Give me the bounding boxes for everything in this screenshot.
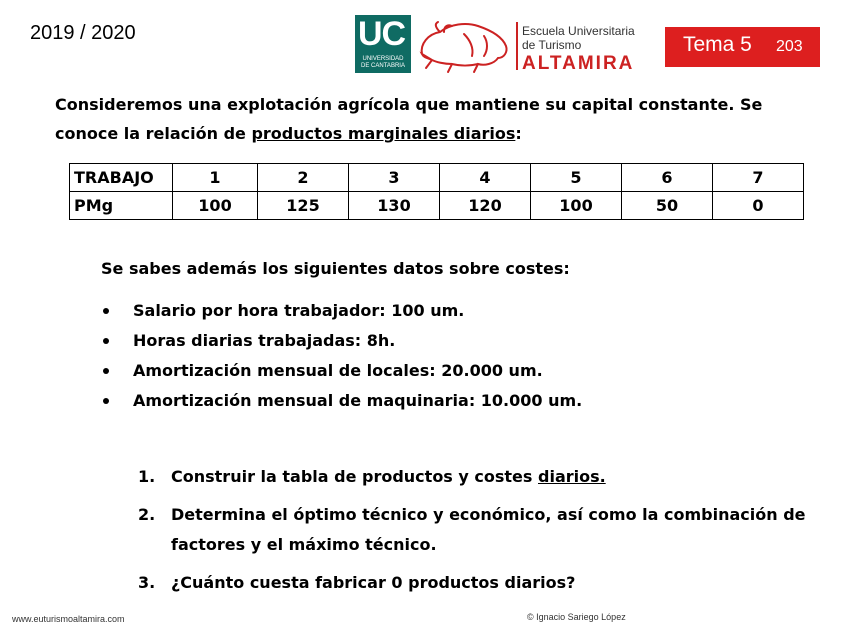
cost-item	[101, 328, 582, 358]
bullet-icon	[103, 368, 109, 374]
task-text: Construir la tabla de productos y costes	[171, 467, 538, 486]
marginal-product-table	[69, 163, 804, 220]
table-cell: 4	[440, 164, 531, 192]
cost-list	[101, 298, 582, 418]
task-number: 2.	[138, 505, 156, 524]
table-row	[70, 164, 804, 192]
cost-item	[101, 388, 582, 418]
table-cell: 6	[622, 164, 713, 192]
task-list	[138, 462, 818, 606]
uc-logo	[355, 15, 411, 73]
table-cell: 0	[713, 192, 804, 220]
cost-item-text: Salario por hora trabajador: 100 um.	[133, 301, 465, 320]
table-cell: 100	[173, 192, 258, 220]
intro-text: Consideremos una explotación agrícola que mantiene su capital constante. Se conoce la relación de	[55, 95, 763, 143]
table-cell: 125	[258, 192, 349, 220]
course-year: 2019 / 2020	[30, 22, 136, 44]
task-underlined: diarios.	[538, 467, 606, 486]
intro-tail: :	[515, 124, 522, 143]
bullet-icon	[103, 398, 109, 404]
table-row	[70, 192, 804, 220]
table-cell: 2	[258, 164, 349, 192]
task-item	[138, 500, 818, 560]
tema-label: Tema 5	[683, 33, 752, 56]
table-cell: 50	[622, 192, 713, 220]
altamira-bison-logo	[414, 14, 514, 74]
task-text: ¿Cuánto cuesta fabricar 0 productos diarios?	[171, 573, 576, 592]
table-cell: 130	[349, 192, 440, 220]
cost-item-text: Amortización mensual de maquinaria: 10.000 um.	[133, 391, 583, 410]
bullet-icon	[103, 338, 109, 344]
school-name	[522, 24, 642, 74]
cost-item-text: Amortización mensual de locales: 20.000 um.	[133, 361, 543, 380]
task-number: 1.	[138, 467, 156, 486]
intro-paragraph	[55, 90, 825, 148]
cost-item-text: Horas diarias trabajadas: 8h.	[133, 331, 396, 350]
school-divider	[516, 22, 518, 70]
intro-underlined: productos marginales diarios	[251, 124, 516, 143]
uc-logo-text: UC	[358, 15, 406, 53]
school-line-3: ALTAMIRA	[522, 53, 635, 74]
page-number: 203	[776, 38, 803, 55]
table-cell: 120	[440, 192, 531, 220]
footer-url: www.euturismoaltamira.com	[12, 614, 125, 624]
table-cell: 1	[173, 164, 258, 192]
table-cell: 5	[531, 164, 622, 192]
costs-intro: Se sabes además los siguientes datos sobre costes:	[101, 259, 570, 278]
school-line-2: de Turismo	[522, 38, 582, 52]
cost-item	[101, 298, 582, 328]
footer-copyright: © Ignacio Sariego López	[527, 612, 626, 622]
task-text: Determina el óptimo técnico y económico, así como la combinación de factores y el máximo técnico.	[171, 505, 806, 554]
task-number: 3.	[138, 573, 156, 592]
table-cell: 7	[713, 164, 804, 192]
task-item	[138, 568, 818, 598]
table-row-header: PMg	[70, 192, 173, 220]
table-cell: 3	[349, 164, 440, 192]
cost-item	[101, 358, 582, 388]
school-line-1: Escuela Universitaria	[522, 24, 635, 38]
task-item	[138, 462, 818, 492]
table-cell: 100	[531, 192, 622, 220]
bullet-icon	[103, 308, 109, 314]
uc-logo-subtext: UNIVERSIDAD DE CANTABRIA	[361, 56, 405, 69]
table-row-header: TRABAJO	[70, 164, 173, 192]
